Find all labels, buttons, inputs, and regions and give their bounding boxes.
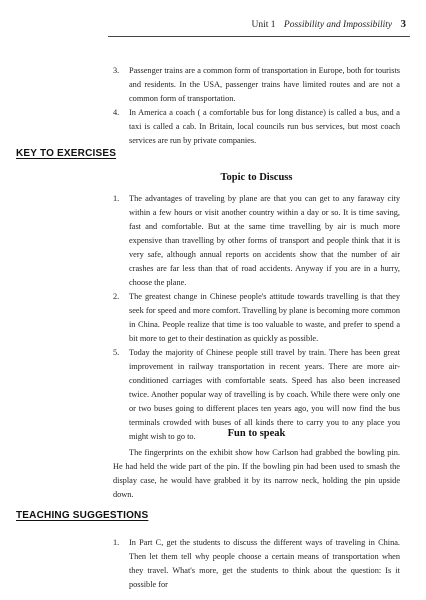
item-text: Passenger trains are a common form of transportation in Europe, both for tourists and residents. In the USA, passenger trains have limited routes and are not a common form of transportation.: [129, 66, 400, 103]
item-text: In Part C, get the students to discuss the different ways of traveling in China. Then let them tell why people choose a certain means of transportation when they travel. What's more, get the students to think about the question: Is it possible for: [129, 538, 400, 589]
topic-answers-list: [113, 192, 400, 444]
list-item: [113, 192, 400, 290]
item-text: The advantages of traveling by plane are that you can get to any faraway city within a few hours or visit another country within a day or so. It is time saving, fast and comfortable. But at the same time travelling by air is much more expensive than travelling by other forms of transport and people think that it is very safe, although annual reports on accidents show that the number of air crashes are far less than that of road accidents. Anyway if you are in a hurry, choose the plane.: [129, 194, 400, 287]
topic-to-discuss-heading: Topic to Discuss: [220, 172, 293, 183]
page-number: 3: [400, 18, 406, 30]
item-number: 3.: [113, 66, 120, 75]
fun-to-speak-heading: Fun to speak: [227, 428, 286, 439]
item-number: 1.: [113, 538, 120, 547]
item-number: 1.: [113, 194, 120, 203]
intro-list: [113, 64, 400, 148]
item-number: 4.: [113, 108, 120, 117]
list-item: [113, 64, 400, 106]
unit-label: Unit 1: [251, 20, 276, 30]
item-text: The greatest change in Chinese people's attitude towards travelling is that they seek for speed and more comfort. Travelling by plane is becoming more common in China. People realize that time is too valuable to waste, and prefer to spend a bit more to get to their destination as quickly as possible.: [129, 292, 400, 343]
item-text: In America a coach ( a comfortable bus for long distance) is called a bus, and a taxi is called a cab. In Britain, local councils run bus services, but most coach services are run by private companies.: [129, 108, 400, 145]
teaching-suggestions-list: [113, 536, 400, 592]
list-item: [113, 290, 400, 346]
header-rule: [108, 36, 410, 37]
item-number: 2.: [113, 292, 120, 301]
unit-title: Possibility and Impossibility: [283, 20, 393, 30]
item-text: Today the majority of Chinese people still travel by train. There has been great improvement in railway transportation in recent years. There are more air-conditioned carriages with comfortable seats. Speed has also been increased twice. Another popular way of travelling is by coach. While there were only one or two buses going to different places ten years ago, you will now find the bus terminals crowded with buses of all kinds there to carry you to any place you might wish to go to.: [129, 348, 400, 441]
teaching-suggestions-heading: TEACHING SUGGESTIONS: [16, 510, 149, 521]
running-head: [252, 18, 406, 30]
fun-to-speak-answer: The fingerprints on the exhibit show how Carlson had grabbed the bowling pin. He had held the wide part of the pin. If the bowling pin had been used to smash the display case, he would have grabbed it by its narrow neck, holding the pin upside down.: [113, 448, 400, 499]
item-number: 5.: [113, 348, 120, 357]
list-item: [113, 106, 400, 148]
key-to-exercises-heading: KEY TO EXERCISES: [16, 148, 117, 159]
list-item: [113, 536, 400, 592]
